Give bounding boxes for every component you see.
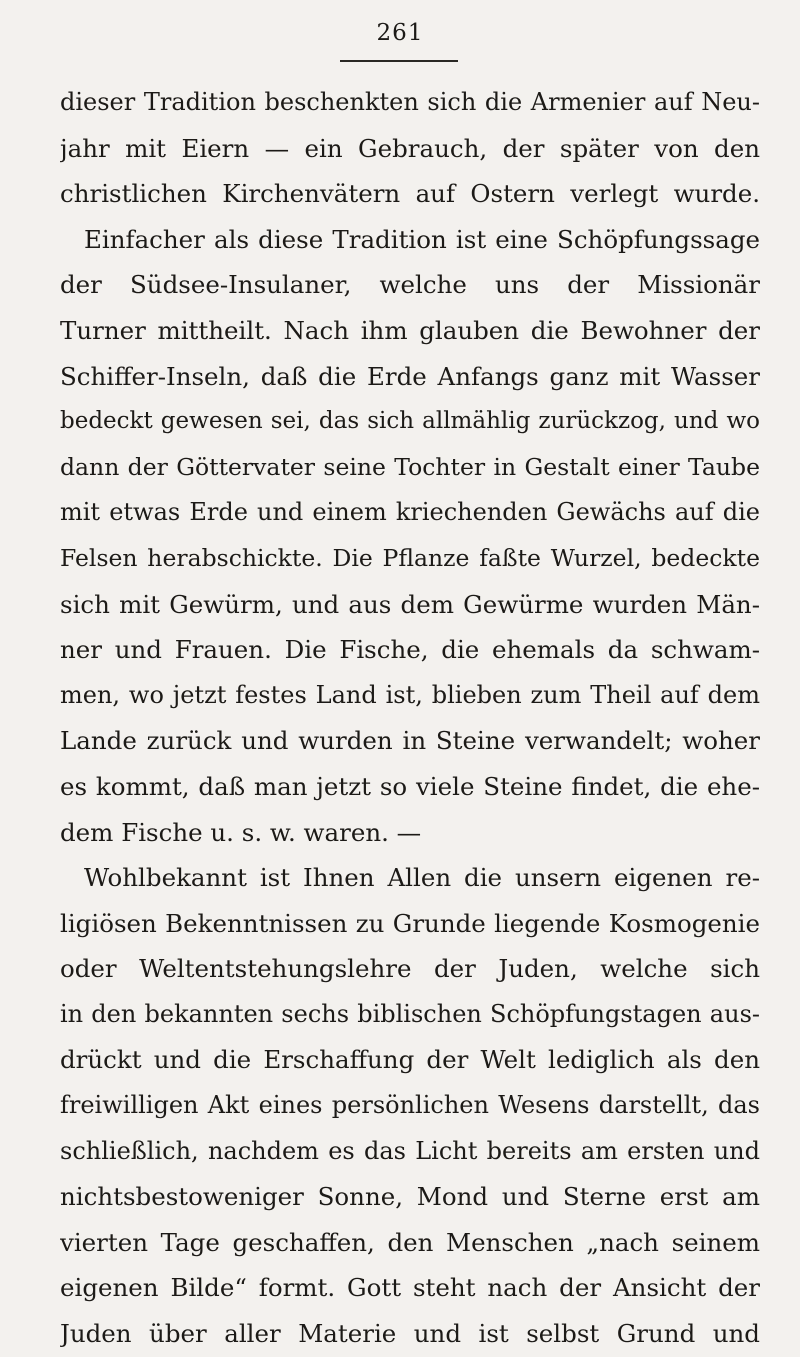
text-line: jahr mit Eiern — ein Gebrauch, der später von den bbox=[60, 133, 760, 163]
text-line: Felsen herabschickte. Die Pflanze faßte Wurzel, bedeckte bbox=[60, 543, 760, 572]
text-line: Lande zurück und wurden in Steine verwandelt; woher bbox=[60, 726, 760, 756]
text-line: Turner mittheilt. Nach ihm glauben die Bewohner der bbox=[60, 315, 760, 345]
text-line: eigenen Bilde“ formt. Gott steht nach der Ansicht der bbox=[60, 1273, 760, 1303]
text-line: bedeckt gewesen sei, das sich allmählig zurückzog, und wo bbox=[60, 408, 760, 435]
text-line: oder Weltentstehungslehre der Juden, welche sich bbox=[60, 954, 760, 984]
text-line: freiwilligen Akt eines persönlichen Wesens darstellt, das bbox=[60, 1091, 760, 1120]
text-line: Einfacher als diese Tradition ist eine Schöpfungssage bbox=[84, 224, 760, 254]
page-number-underline bbox=[340, 60, 458, 62]
page-number: 261 bbox=[376, 20, 424, 46]
text-line: dann der Göttervater seine Tochter in Gestalt einer Taube bbox=[60, 452, 760, 481]
text-line: drückt und die Erschaffung der Welt lediglich als den bbox=[60, 1045, 760, 1075]
text-line: christlichen Kirchenvätern auf Ostern verlegt wurde. bbox=[60, 179, 760, 209]
text-line: in den bekannten sechs biblischen Schöpfungstagen aus- bbox=[60, 999, 760, 1028]
text-line: sich mit Gewürm, und aus dem Gewürme wurden Män- bbox=[60, 589, 760, 619]
text-line: Juden über aller Materie und ist selbst Grund und bbox=[60, 1319, 760, 1349]
text-line: men, wo jetzt festes Land ist, blieben zum Theil auf dem bbox=[60, 680, 760, 709]
text-line: vierten Tage geschaffen, den Menschen „nach seinem bbox=[60, 1227, 760, 1257]
text-line: dieser Tradition beschenkten sich die Armenier auf Neu- bbox=[60, 88, 760, 116]
body-text bbox=[60, 80, 760, 1357]
text-line: mit etwas Erde und einem kriechenden Gewächs auf die bbox=[60, 498, 760, 527]
text-line: es kommt, daß man jetzt so viele Steine findet, die ehe- bbox=[60, 771, 760, 801]
text-line: nichtsbestoweniger Sonne, Mond und Sterne erst am bbox=[60, 1182, 760, 1212]
text-line: dem Fische u. s. w. waren. — bbox=[60, 817, 422, 847]
text-line: Wohlbekannt ist Ihnen Allen die unsern eigenen re- bbox=[84, 863, 760, 893]
text-line: der Südsee-Insulaner, welche uns der Missionär bbox=[60, 270, 760, 300]
text-line: ner und Frauen. Die Fische, die ehemals da schwam- bbox=[60, 635, 760, 665]
text-line: schließlich, nachdem es das Licht bereits am ersten und bbox=[60, 1136, 760, 1165]
text-line: Schiffer-Inseln, daß die Erde Anfangs ganz mit Wasser bbox=[60, 361, 760, 391]
text-line: ligiösen Bekenntnissen zu Grunde liegende Kosmogenie bbox=[60, 908, 760, 938]
